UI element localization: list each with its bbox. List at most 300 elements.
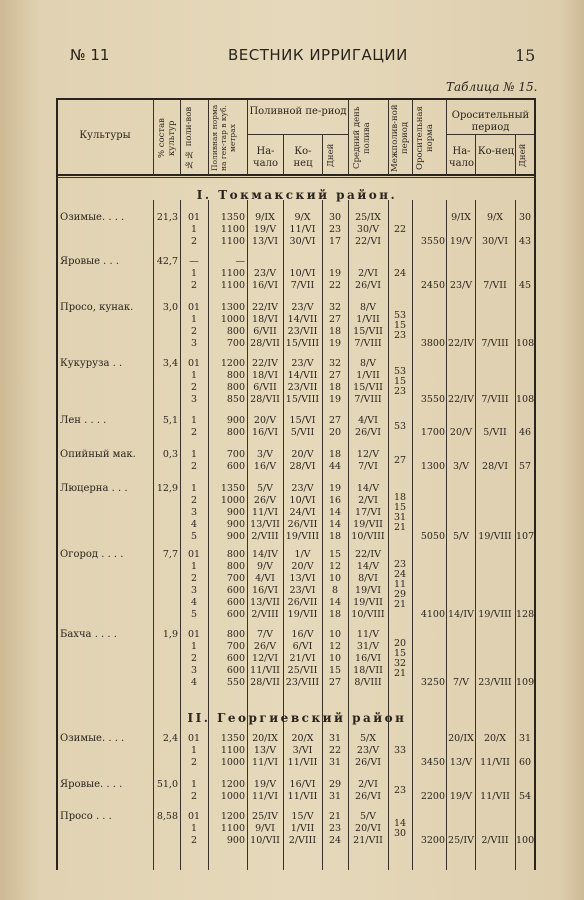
period-start: 13/V bbox=[253, 745, 277, 756]
page-number: 15 bbox=[515, 46, 536, 65]
period-days: 22 bbox=[328, 745, 342, 756]
mid-day: 19/VI bbox=[355, 585, 381, 596]
period-days: 44 bbox=[328, 461, 342, 472]
crop-percent: 2,4 bbox=[162, 733, 178, 744]
irr-period-start: 25/IV bbox=[448, 835, 474, 846]
irrigation-norm: 800 bbox=[226, 427, 245, 438]
irrigation-number: 2 bbox=[190, 280, 198, 291]
col-divider bbox=[446, 100, 447, 175]
period-days: 31 bbox=[328, 791, 342, 802]
body-col-divider bbox=[388, 200, 389, 870]
mid-day: 20/VI bbox=[355, 823, 381, 834]
irrigation-number: 2 bbox=[190, 791, 198, 802]
period-end: 14/VII bbox=[287, 370, 318, 381]
period-days: 19 bbox=[328, 394, 342, 405]
irr-period-end: 19/VIII bbox=[478, 609, 512, 620]
irrigation-number: 1 bbox=[190, 641, 198, 652]
mid-day: 15/VII bbox=[353, 382, 383, 393]
period-days: 18 bbox=[328, 449, 342, 460]
irrigation-norm: 900 bbox=[226, 519, 245, 530]
period-end: 5/VII bbox=[290, 427, 315, 438]
irrigation-number: 1 bbox=[190, 779, 198, 790]
irrigation-number: 3 bbox=[190, 665, 198, 676]
header-end: Ко-нец bbox=[293, 146, 313, 169]
irrigation-norm: 600 bbox=[226, 665, 245, 676]
mid-day: 31/V bbox=[356, 641, 380, 652]
period-start: 13/VI bbox=[252, 236, 278, 247]
period-days: 22 bbox=[328, 280, 342, 291]
period-end: 11/VII bbox=[287, 757, 318, 768]
irr-period-days: 57 bbox=[518, 461, 532, 472]
period-days: 31 bbox=[328, 733, 342, 744]
period-start: 9/IX bbox=[255, 212, 275, 223]
period-end: 15/VI bbox=[289, 415, 316, 426]
irr-period-days: 109 bbox=[516, 677, 535, 688]
mid-day: 8/V bbox=[359, 358, 377, 369]
period-days: 27 bbox=[328, 314, 342, 325]
period-start: 26/V bbox=[253, 641, 277, 652]
period-start: 19/V bbox=[253, 779, 277, 790]
mid-day: 25/IX bbox=[355, 212, 381, 223]
irr-period-days: 46 bbox=[518, 427, 532, 438]
col-divider bbox=[475, 134, 476, 175]
period-end: 20/V bbox=[291, 561, 314, 572]
period-end: 1/V bbox=[294, 549, 311, 560]
irrigation-norm: 800 bbox=[226, 370, 245, 381]
period-sub-rule bbox=[247, 134, 348, 135]
interval-days: 24 bbox=[393, 268, 407, 279]
irr-period-end: 7/VIII bbox=[481, 338, 509, 349]
irrigation-number: 01 bbox=[187, 358, 201, 369]
period-end: 15/V bbox=[291, 811, 314, 822]
irrigation-number: 1 bbox=[190, 483, 198, 494]
col-divider bbox=[247, 100, 248, 175]
crop-percent: 1,9 bbox=[162, 629, 178, 640]
period-end: 16/V bbox=[291, 629, 314, 640]
period-start: 11/VI bbox=[252, 507, 278, 518]
col-divider bbox=[322, 134, 323, 175]
irrigation-norm: 800 bbox=[226, 549, 245, 560]
interval-days: 18 15 31 21 bbox=[393, 492, 407, 533]
header-bottom-rule-2 bbox=[56, 177, 536, 178]
period-start: 16/V bbox=[253, 461, 277, 472]
crop-percent: 12,9 bbox=[156, 483, 178, 494]
irrigation-total-norm: 3250 bbox=[420, 677, 445, 688]
mid-day: 18/VII bbox=[353, 665, 383, 676]
irr-period-sub-rule bbox=[446, 134, 534, 135]
irrigation-norm: 900 bbox=[226, 507, 245, 518]
interval-days: 53 bbox=[393, 421, 407, 432]
irrigation-number: 01 bbox=[187, 629, 201, 640]
mid-day: 23/V bbox=[356, 745, 380, 756]
mid-day: 2/VI bbox=[358, 495, 378, 506]
crop-percent: 42,7 bbox=[156, 256, 178, 267]
period-start: 7/V bbox=[256, 629, 274, 640]
period-start: 16/VI bbox=[252, 427, 278, 438]
header-interval: Межполив-ной период bbox=[390, 104, 410, 172]
irrigation-total-norm: 2200 bbox=[420, 791, 445, 802]
irrigation-norm: 1200 bbox=[220, 358, 245, 369]
crop-percent: 21,3 bbox=[156, 212, 178, 223]
irrigation-norm: 800 bbox=[226, 561, 245, 572]
crop-name: Яровые. . . . bbox=[60, 779, 123, 790]
mid-day: 11/V bbox=[356, 629, 380, 640]
period-days: 20 bbox=[328, 427, 342, 438]
period-start: 22/IV bbox=[252, 358, 278, 369]
mid-day: 4/VI bbox=[358, 415, 378, 426]
irrigation-norm: 1350 bbox=[220, 483, 245, 494]
period-end: 25/VII bbox=[287, 665, 318, 676]
mid-day: 16/VI bbox=[355, 653, 381, 664]
period-days: 30 bbox=[328, 212, 342, 223]
irrigation-number: 4 bbox=[190, 519, 198, 530]
period-end: 10/VI bbox=[289, 495, 316, 506]
irrigation-number: 2 bbox=[190, 573, 198, 584]
mid-day: 2/VI bbox=[358, 779, 378, 790]
mid-day: 17/VI bbox=[355, 507, 381, 518]
period-end: 3/VI bbox=[292, 745, 313, 756]
crop-name: Бахча . . . . bbox=[60, 629, 117, 640]
irr-period-start: 19/V bbox=[449, 791, 473, 802]
mid-day: 19/VII bbox=[353, 519, 383, 530]
irrigation-number: 1 bbox=[190, 268, 198, 279]
header-days: Дней bbox=[326, 143, 336, 167]
irrigation-norm: 1000 bbox=[220, 495, 245, 506]
crop-name: Озимые. . . . bbox=[60, 212, 125, 223]
mid-day: 10/VIII bbox=[351, 531, 385, 542]
period-start: 13/VII bbox=[250, 519, 280, 530]
irrigation-number: 5 bbox=[190, 531, 198, 542]
col-divider bbox=[283, 134, 284, 175]
period-start: 5/V bbox=[256, 483, 274, 494]
period-end: 28/VI bbox=[289, 461, 316, 472]
header-irr-norm: Оросительная норма bbox=[415, 106, 435, 170]
period-start: 6/VII bbox=[253, 382, 277, 393]
irrigation-norm: 600 bbox=[226, 609, 245, 620]
period-start: 11/VI bbox=[252, 791, 278, 802]
period-start: 23/V bbox=[253, 268, 277, 279]
irr-period-start: 3/V bbox=[452, 461, 470, 472]
period-end: 6/VI bbox=[292, 641, 313, 652]
col-divider bbox=[153, 100, 154, 175]
mid-day: 14/V bbox=[356, 483, 380, 494]
mid-day: 12/V bbox=[356, 449, 380, 460]
period-start: 13/VII bbox=[250, 597, 280, 608]
period-end: 11/VII bbox=[287, 791, 318, 802]
irrigation-number: 3 bbox=[190, 507, 198, 518]
crop-percent: 3,0 bbox=[162, 302, 178, 313]
header-irr-period: Оросительный период bbox=[451, 110, 530, 133]
period-start: 10/VII bbox=[250, 835, 280, 846]
period-end: 20/X bbox=[291, 733, 314, 744]
irrigation-number: 1 bbox=[190, 449, 198, 460]
period-days: 14 bbox=[328, 519, 342, 530]
period-start: 28/VII bbox=[250, 677, 280, 688]
irrigation-norm: 1000 bbox=[220, 757, 245, 768]
period-start: 11/VII bbox=[250, 665, 280, 676]
irr-period-end: 30/VI bbox=[482, 236, 508, 247]
irrigation-norm: 1100 bbox=[220, 280, 245, 291]
irrigation-total-norm: 2450 bbox=[420, 280, 445, 291]
interval-days: 27 bbox=[393, 455, 407, 466]
period-days: 23 bbox=[328, 224, 342, 235]
irrigation-total-norm: 1300 bbox=[420, 461, 445, 472]
period-start: 18/VI bbox=[252, 314, 278, 325]
irr-period-end: 20/X bbox=[483, 733, 507, 744]
irr-period-end: 7/VII bbox=[483, 280, 507, 291]
irrigation-number: 1 bbox=[190, 415, 198, 426]
irr-period-end: 7/VIII bbox=[481, 394, 509, 405]
period-start: 4/VI bbox=[255, 573, 275, 584]
irrigation-number: 01 bbox=[187, 811, 201, 822]
period-end: 23/V bbox=[291, 302, 314, 313]
period-end: 23/V bbox=[291, 358, 314, 369]
irr-period-start: 7/V bbox=[452, 677, 470, 688]
period-days: 29 bbox=[328, 779, 342, 790]
irrigation-number: 1 bbox=[190, 314, 198, 325]
irrigation-norm: 1100 bbox=[220, 224, 245, 235]
period-end: 26/VII bbox=[287, 597, 318, 608]
period-days: 15 bbox=[328, 665, 342, 676]
irrigation-norm: 900 bbox=[226, 415, 245, 426]
irrigation-number: 2 bbox=[190, 461, 198, 472]
crop-name: Озимые. . . . bbox=[60, 733, 125, 744]
mid-day: 7/VI bbox=[358, 461, 378, 472]
irrigation-number: 2 bbox=[190, 757, 198, 768]
period-start: 28/VII bbox=[250, 394, 280, 405]
irrigation-norm: 1200 bbox=[220, 779, 245, 790]
irrigation-number: 1 bbox=[190, 370, 198, 381]
irrigation-norm: 550 bbox=[226, 677, 245, 688]
irrigation-number: 2 bbox=[190, 653, 198, 664]
irrigation-number: 4 bbox=[190, 677, 198, 688]
irr-period-days: 128 bbox=[516, 609, 535, 620]
irr-period-start: 5/V bbox=[452, 531, 470, 542]
period-days: 16 bbox=[328, 495, 342, 506]
period-start: 2/VIII bbox=[251, 609, 279, 620]
crop-name: Люцерна . . . bbox=[60, 483, 128, 494]
header-irr-days: Дней bbox=[518, 143, 528, 167]
mid-day: 10/VIII bbox=[351, 609, 385, 620]
period-start: 19/V bbox=[253, 224, 277, 235]
period-days: 14 bbox=[328, 507, 342, 518]
period-days: 19 bbox=[328, 483, 342, 494]
header-period: Поливной пе-риод bbox=[249, 106, 347, 117]
period-days: 15 bbox=[328, 549, 342, 560]
irr-period-days: 108 bbox=[516, 338, 535, 349]
irr-period-end: 23/VIII bbox=[478, 677, 512, 688]
mid-day: 22/VI bbox=[355, 236, 381, 247]
irr-period-end: 11/VII bbox=[480, 757, 510, 768]
irrigation-norm: 1000 bbox=[220, 314, 245, 325]
irrigation-number: 2 bbox=[190, 835, 198, 846]
irr-period-days: 30 bbox=[518, 212, 532, 223]
period-days: 21 bbox=[328, 811, 342, 822]
irrigation-total-norm: 3550 bbox=[420, 394, 445, 405]
period-days: 10 bbox=[328, 653, 342, 664]
period-end: 19/VIII bbox=[285, 531, 320, 542]
period-start: 25/IV bbox=[252, 811, 278, 822]
irrigation-norm: — bbox=[235, 256, 245, 267]
crop-name: Опийный мак. bbox=[60, 449, 136, 460]
period-end: 23/VIII bbox=[285, 677, 320, 688]
mid-day: 26/VI bbox=[355, 280, 381, 291]
period-start: 16/VI bbox=[252, 585, 278, 596]
irrigation-norm: 1100 bbox=[220, 745, 245, 756]
period-end: 23/VII bbox=[287, 382, 318, 393]
crop-name: Лен . . . . bbox=[60, 415, 107, 426]
irrigation-number: 01 bbox=[187, 302, 201, 313]
col-divider bbox=[180, 100, 181, 175]
irrigation-total-norm: 3550 bbox=[420, 236, 445, 247]
period-end: 15/VIII bbox=[285, 394, 320, 405]
period-start: 22/IV bbox=[252, 302, 278, 313]
interval-days: 53 15 23 bbox=[393, 366, 407, 397]
irr-period-start: 14/IV bbox=[448, 609, 474, 620]
irrigation-norm: 1350 bbox=[220, 212, 245, 223]
crop-percent: 7,7 bbox=[162, 549, 178, 560]
irr-period-start: 9/IX bbox=[451, 212, 471, 223]
irr-period-days: 108 bbox=[516, 394, 535, 405]
period-start: 28/VII bbox=[250, 338, 280, 349]
period-end: 14/VII bbox=[287, 314, 318, 325]
irr-period-start: 13/V bbox=[449, 757, 473, 768]
period-end: 13/VI bbox=[289, 573, 316, 584]
section-title-georgievsk: II. Георгиевский район bbox=[187, 711, 407, 725]
irrigation-number: 2 bbox=[190, 326, 198, 337]
crop-name: Кукуруза . . bbox=[60, 358, 123, 369]
mid-day: 21/VII bbox=[353, 835, 383, 846]
period-end: 20/V bbox=[291, 449, 314, 460]
irrigation-norm: 1100 bbox=[220, 268, 245, 279]
crop-percent: 51,0 bbox=[156, 779, 178, 790]
col-divider bbox=[348, 100, 349, 175]
irr-period-days: 100 bbox=[516, 835, 535, 846]
period-end: 15/VIII bbox=[285, 338, 320, 349]
irrigation-number: 01 bbox=[187, 733, 201, 744]
irrigation-number: 3 bbox=[190, 338, 198, 349]
period-start: 9/VI bbox=[255, 823, 275, 834]
mid-day: 1/VII bbox=[356, 370, 380, 381]
period-days: 19 bbox=[328, 338, 342, 349]
irr-period-start: 22/IV bbox=[448, 394, 474, 405]
period-start: 20/V bbox=[253, 415, 277, 426]
period-end: 7/VII bbox=[290, 280, 315, 291]
period-end: 23/V bbox=[291, 483, 314, 494]
header-start: На-чало bbox=[253, 146, 278, 169]
irr-period-days: 43 bbox=[518, 236, 532, 247]
irrigation-norm: 1100 bbox=[220, 236, 245, 247]
mid-day: 14/V bbox=[356, 561, 380, 572]
period-start: 9/V bbox=[256, 561, 274, 572]
mid-day: 26/VI bbox=[355, 427, 381, 438]
irrigation-norm: 850 bbox=[226, 394, 245, 405]
irr-period-start: 20/IX bbox=[448, 733, 474, 744]
period-end: 23/VI bbox=[289, 585, 316, 596]
crop-name: Просо . . . bbox=[60, 811, 112, 822]
header-irr-start: На-чало bbox=[449, 146, 474, 169]
journal-title: ВЕСТНИК ИРРИГАЦИИ bbox=[228, 46, 408, 64]
irrigation-total-norm: 3200 bbox=[420, 835, 445, 846]
crop-percent: 3,4 bbox=[162, 358, 178, 369]
mid-day: 26/VI bbox=[355, 757, 381, 768]
irrigation-number: 01 bbox=[187, 549, 201, 560]
period-days: 14 bbox=[328, 597, 342, 608]
irrigation-norm: 700 bbox=[226, 449, 245, 460]
crop-name: Огород . . . . bbox=[60, 549, 124, 560]
mid-day: 7/VIII bbox=[354, 338, 382, 349]
period-days: 10 bbox=[328, 573, 342, 584]
col-divider bbox=[515, 134, 516, 175]
period-days: 18 bbox=[328, 326, 342, 337]
period-end: 11/VI bbox=[289, 224, 316, 235]
mid-day: 5/V bbox=[359, 811, 377, 822]
period-start: 6/VII bbox=[253, 326, 277, 337]
header-irrigation-nos: №№ поли-вов bbox=[184, 106, 194, 170]
period-days: 19 bbox=[328, 268, 342, 279]
interval-days: 23 24 11 29 21 bbox=[393, 559, 407, 610]
irrigation-norm: 1000 bbox=[220, 791, 245, 802]
period-end: 2/VIII bbox=[288, 835, 317, 846]
period-start: 16/VI bbox=[252, 280, 278, 291]
irrigation-norm: 800 bbox=[226, 382, 245, 393]
irr-period-start: 22/IV bbox=[448, 338, 474, 349]
irrigation-norm: 800 bbox=[226, 326, 245, 337]
period-start: 3/V bbox=[256, 449, 274, 460]
irrigation-norm: 600 bbox=[226, 585, 245, 596]
period-days: 12 bbox=[328, 561, 342, 572]
mid-day: 8/VIII bbox=[354, 677, 382, 688]
irr-period-end: 5/VII bbox=[483, 427, 507, 438]
irr-period-end: 28/VI bbox=[482, 461, 508, 472]
irr-period-days: 45 bbox=[518, 280, 532, 291]
irrigation-norm: 700 bbox=[226, 338, 245, 349]
period-days: 18 bbox=[328, 609, 342, 620]
irrigation-number: — bbox=[189, 256, 199, 267]
irrigation-number: 2 bbox=[190, 382, 198, 393]
interval-days: 22 bbox=[393, 224, 407, 235]
period-start: 12/VI bbox=[252, 653, 278, 664]
mid-day: 26/VI bbox=[355, 791, 381, 802]
irrigation-norm: 600 bbox=[226, 653, 245, 664]
irr-period-days: 107 bbox=[516, 531, 535, 542]
irrigation-number: 1 bbox=[190, 561, 198, 572]
header-norm: Поливная норма на гек-тар в куб. метрах bbox=[210, 104, 237, 172]
crop-percent: 5,1 bbox=[162, 415, 178, 426]
irrigation-number: 1 bbox=[190, 823, 198, 834]
irrigation-total-norm: 5050 bbox=[420, 531, 445, 542]
mid-day: 7/VIII bbox=[354, 394, 382, 405]
period-end: 23/VII bbox=[287, 326, 318, 337]
body-col-divider bbox=[153, 200, 154, 870]
irr-period-start: 20/V bbox=[449, 427, 473, 438]
period-end: 9/X bbox=[294, 212, 311, 223]
period-start: 18/VI bbox=[252, 370, 278, 381]
crop-name: Яровые . . . bbox=[60, 256, 120, 267]
mid-day: 5/X bbox=[359, 733, 376, 744]
period-days: 8 bbox=[331, 585, 339, 596]
table-caption: Таблица № 15. bbox=[446, 80, 538, 94]
irr-period-days: 31 bbox=[518, 733, 532, 744]
header-irr-end: Ко-нец bbox=[477, 146, 515, 157]
period-days: 12 bbox=[328, 641, 342, 652]
col-divider bbox=[208, 100, 209, 175]
irrigation-norm: 600 bbox=[226, 597, 245, 608]
period-days: 27 bbox=[328, 370, 342, 381]
period-end: 19/VII bbox=[287, 609, 318, 620]
irr-period-days: 60 bbox=[518, 757, 532, 768]
period-days: 23 bbox=[328, 823, 342, 834]
